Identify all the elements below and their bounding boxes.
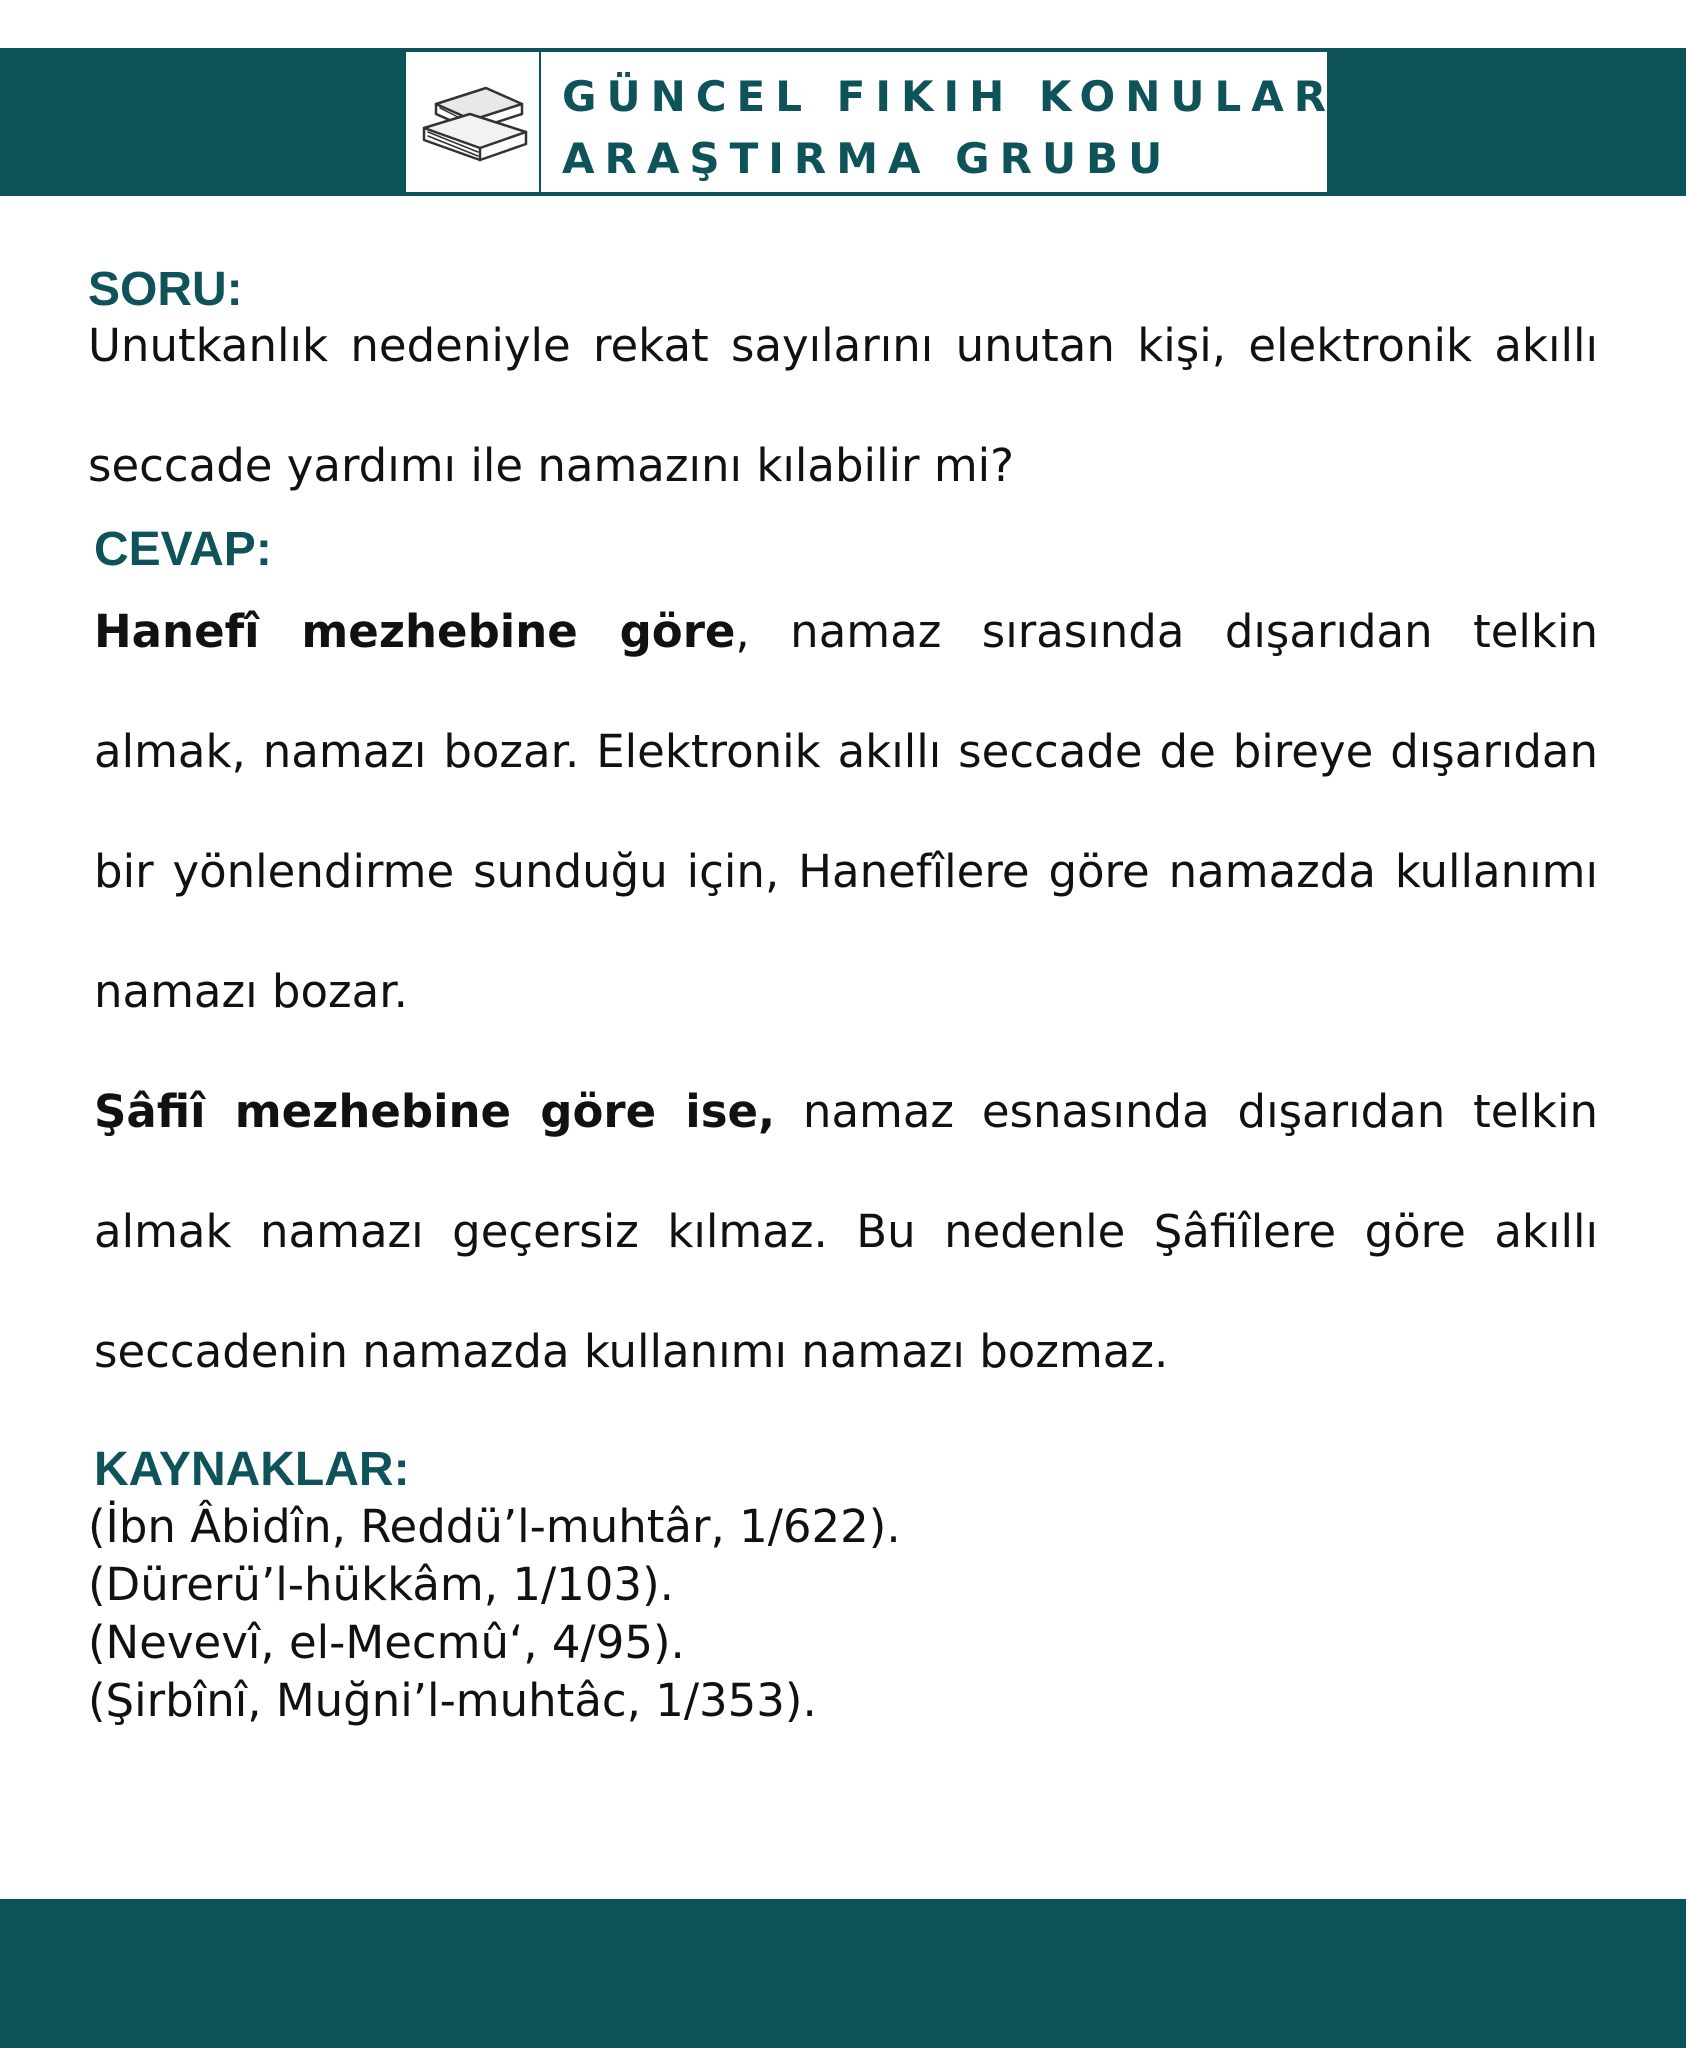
content bbox=[88, 262, 1598, 1730]
logo-box bbox=[404, 50, 1362, 194]
answer-paragraph-bold: Hanefî mezhebine göre bbox=[94, 605, 736, 658]
footer-band bbox=[0, 1899, 1686, 2048]
source-item: (Nevevî, el-Mecmû‘, 4/95). bbox=[88, 1616, 685, 1669]
source-item: (Dürerü’l-hükkâm, 1/103). bbox=[88, 1558, 674, 1611]
group-name-line1: GÜNCEL FIKIH KONULARI bbox=[562, 72, 1362, 121]
answer-paragraph-text: namaz esnasında dışarıdan telkin almak namazı geçersiz kılmaz. Bu nedenle Şâfiîlere göre akıllı seccadenin namazda kullanımı namazı bozmaz. bbox=[94, 1085, 1598, 1378]
sources-label: KAYNAKLAR: bbox=[94, 1443, 410, 1496]
answer-paragraph-bold: Şâfiî mezhebine göre ise, bbox=[94, 1085, 776, 1138]
source-item: (Şirbînî, Muğni’l-muhtâc, 1/353). bbox=[88, 1674, 817, 1727]
answer-paragraph bbox=[94, 1052, 1598, 1412]
answer-paragraph bbox=[94, 572, 1598, 1052]
group-name-line2: ARAŞTIRMA GRUBU bbox=[562, 134, 1173, 183]
group-name bbox=[562, 66, 1362, 190]
answer-label: CEVAP: bbox=[94, 523, 272, 576]
answer-body bbox=[94, 572, 1598, 1412]
question-label: SORU: bbox=[88, 263, 243, 316]
answer-paragraph-text: , namaz sırasında dışarıdan telkin almak, namazı bozar. Elektronik akıllı seccade de bireye dışarıdan bir yönlendirme sunduğu için, Hanefîlere göre namazda kullanımı namazı bozar. bbox=[94, 605, 1598, 1018]
question-text: Unutkanlık nedeniyle rekat sayılarını unutan kişi, elektronik akıllı seccade yardımı ile namazını kılabilir mi? bbox=[88, 319, 1598, 492]
source-item: (İbn Âbidîn, Reddü’l-muhtâr, 1/622). bbox=[88, 1500, 901, 1553]
sources-list bbox=[88, 1498, 1598, 1730]
logo-divider bbox=[539, 52, 541, 192]
books-icon bbox=[414, 74, 534, 174]
